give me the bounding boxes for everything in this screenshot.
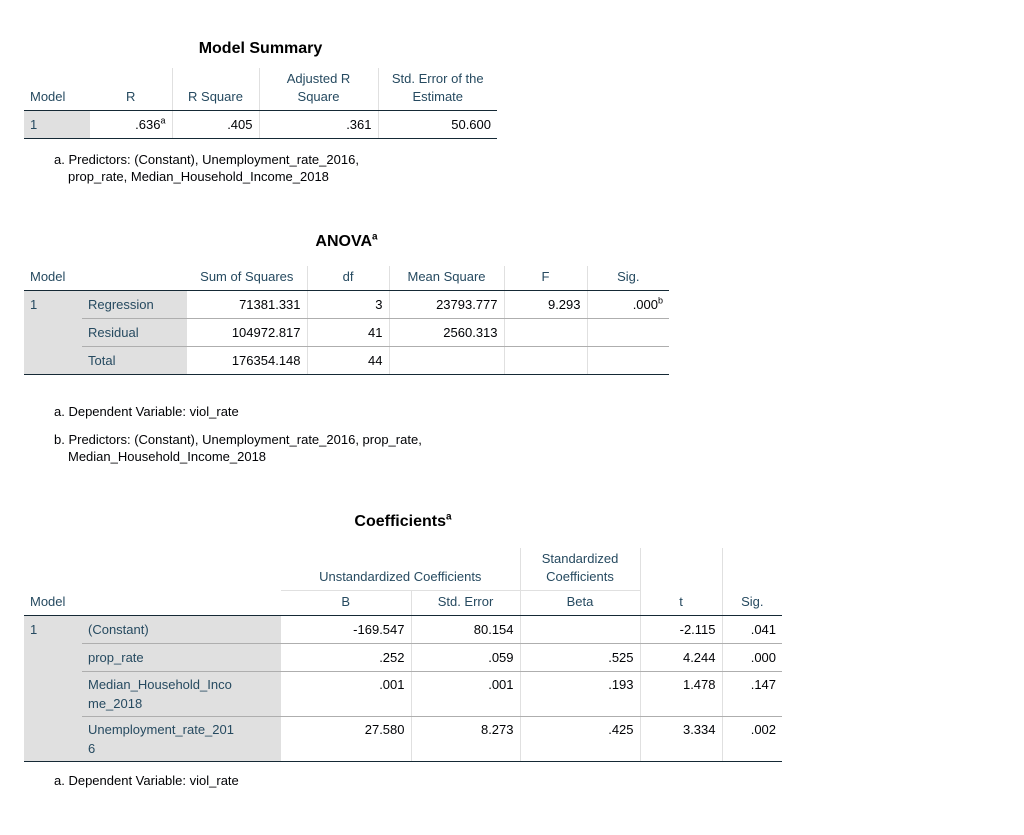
income-t: 1.478	[640, 672, 722, 717]
constant-b: -169.547	[281, 616, 411, 644]
header-model: Model	[24, 266, 187, 291]
regression-mean-sq: 23793.777	[389, 291, 504, 319]
header-std-error: Std. Error	[411, 591, 520, 616]
model-number: 1	[24, 111, 90, 139]
constant-std-error: 80.154	[411, 616, 520, 644]
header-adjusted-r-square: Adjusted R Square	[259, 68, 378, 111]
total-sig	[587, 347, 669, 375]
header-standardized-coefficients: Standardized Coefficients	[520, 548, 640, 591]
table-row	[24, 616, 782, 644]
prop-rate-std-error: .059	[411, 644, 520, 672]
regression-f: 9.293	[504, 291, 587, 319]
residual-mean-sq: 2560.313	[389, 319, 504, 347]
residual-f	[504, 319, 587, 347]
coefficients-title: Coefficients$^a$	[354, 511, 452, 530]
income-beta: .193	[520, 672, 640, 717]
header-t: t	[640, 591, 722, 616]
model-number: 1	[24, 616, 82, 762]
table-row	[24, 319, 669, 347]
model-summary-title: Model Summary	[198, 40, 323, 57]
table-row	[24, 347, 669, 375]
unemployment-sig: .002	[722, 717, 782, 762]
anova-footnote-a: a. Dependent Variable: viol_rate	[54, 404, 239, 419]
row-label-unemployment-rate: Unemployment_rate_201 6	[82, 717, 281, 762]
unemployment-t: 3.334	[640, 717, 722, 762]
header-b: B	[281, 591, 411, 616]
row-label-total: Total	[82, 347, 187, 375]
table-row	[24, 111, 497, 139]
unemployment-std-error: 8.273	[411, 717, 520, 762]
header-r-square: R Square	[172, 68, 259, 111]
residual-sig	[587, 319, 669, 347]
row-label-median-household-income: Median_Household_Inco me_2018	[82, 672, 281, 717]
prop-rate-beta: .525	[520, 644, 640, 672]
total-df: 44	[307, 347, 389, 375]
anova-title: ANOVA$^a$	[315, 231, 378, 250]
header-df: df	[307, 266, 389, 291]
unemployment-beta: .425	[520, 717, 640, 762]
header-beta: Beta	[520, 591, 640, 616]
income-sig: .147	[722, 672, 782, 717]
header-sig: Sig.	[722, 591, 782, 616]
constant-sig: .041	[722, 616, 782, 644]
unemployment-b: 27.580	[281, 717, 411, 762]
residual-sum-sq: 104972.817	[187, 319, 307, 347]
model-number: 1	[24, 291, 82, 375]
income-std-error: .001	[411, 672, 520, 717]
header-std-error-estimate: Std. Error of the Estimate	[378, 68, 497, 111]
regression-df: 3	[307, 291, 389, 319]
header-sum-of-squares: Sum of Squares	[187, 266, 307, 291]
row-label-prop-rate: prop_rate	[82, 644, 281, 672]
anova-footnote-b: b. Predictors: (Constant), Unemployment_rate_2016, prop_rate, Median_Household_Income_2018	[54, 432, 422, 464]
coefficients-table	[24, 548, 782, 762]
constant-t: -2.115	[640, 616, 722, 644]
prop-rate-sig: .000	[722, 644, 782, 672]
header-mean-square: Mean Square	[389, 266, 504, 291]
table-row	[24, 672, 782, 717]
constant-beta	[520, 616, 640, 644]
adj-r-square-value: .361	[259, 111, 378, 139]
header-model: Model	[24, 68, 90, 111]
model-summary-footnote-a: a. Predictors: (Constant), Unemployment_rate_2016, prop_rate, Median_Household_Income_2018	[54, 152, 359, 184]
income-b: .001	[281, 672, 411, 717]
r-square-value: .405	[172, 111, 259, 139]
residual-df: 41	[307, 319, 389, 347]
regression-sum-sq: 71381.331	[187, 291, 307, 319]
r-value: .636$^a$	[90, 111, 172, 139]
table-row	[24, 717, 782, 762]
header-model: Model	[24, 591, 281, 616]
total-mean-sq	[389, 347, 504, 375]
header-unstandardized-coefficients: Unstandardized Coefficients	[281, 548, 520, 591]
regression-sig: .000$^b$	[587, 291, 669, 319]
prop-rate-t: 4.244	[640, 644, 722, 672]
header-f: F	[504, 266, 587, 291]
total-sum-sq: 176354.148	[187, 347, 307, 375]
header-r: R	[90, 68, 172, 111]
total-f	[504, 347, 587, 375]
row-label-constant: (Constant)	[82, 616, 281, 644]
table-row	[24, 644, 782, 672]
anova-table	[24, 266, 669, 375]
table-row	[24, 291, 669, 319]
row-label-residual: Residual	[82, 319, 187, 347]
model-summary-table	[24, 68, 497, 139]
coefficients-footnote-a: a. Dependent Variable: viol_rate	[54, 773, 239, 788]
row-label-regression: Regression	[82, 291, 187, 319]
prop-rate-b: .252	[281, 644, 411, 672]
std-error-value: 50.600	[378, 111, 497, 139]
header-sig: Sig.	[587, 266, 669, 291]
